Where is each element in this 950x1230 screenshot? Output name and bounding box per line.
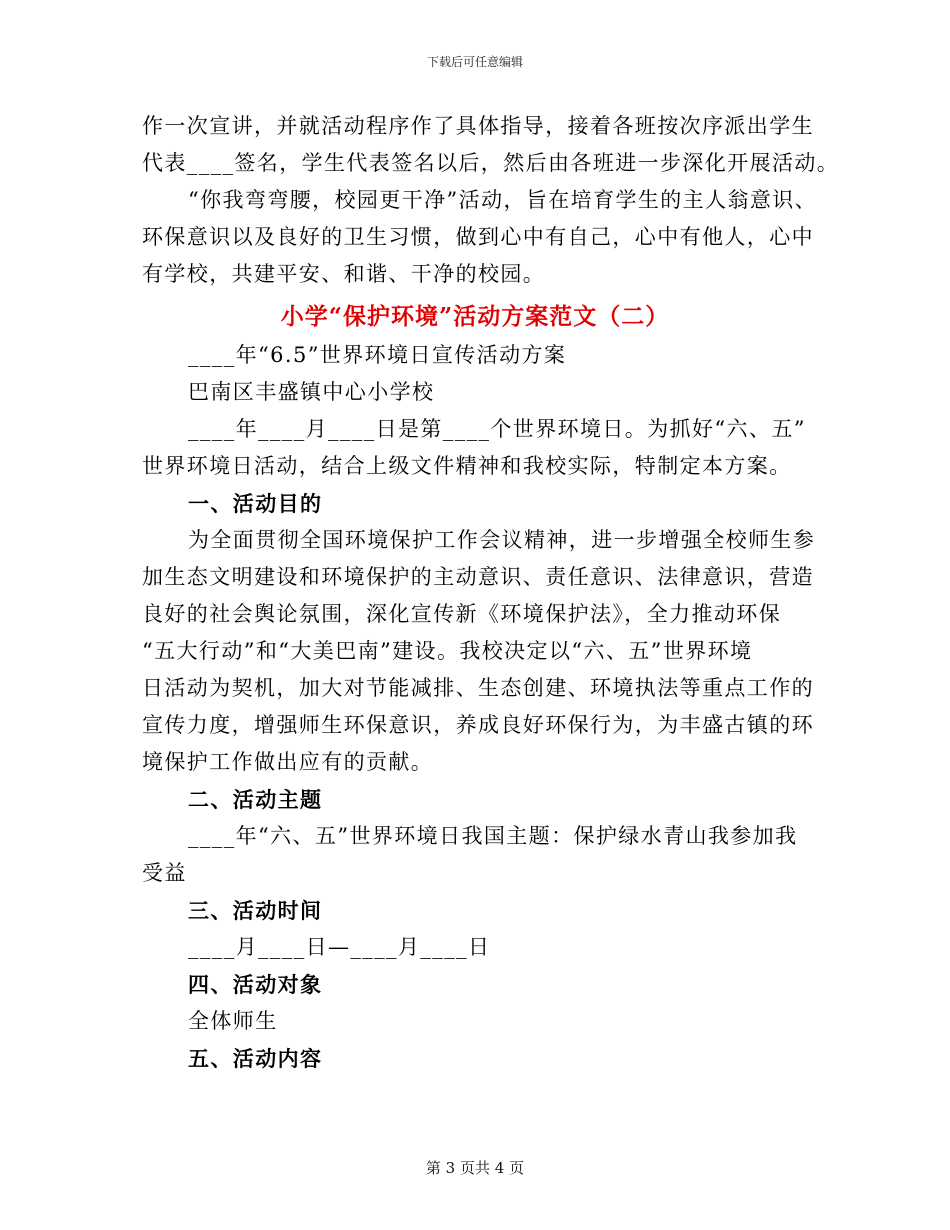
body-line: 宣传力度，增强师生环保意识，养成良好环保行为，为丰盛古镇的环	[142, 713, 814, 737]
body-line: 为全面贯彻全国环境保护工作会议精神，进一步增强全校师生参	[188, 528, 816, 552]
heading-content: 五、活动内容	[188, 1046, 323, 1071]
body-line: 受益	[142, 861, 187, 885]
section-title: 小学“保护环境”活动方案范文（二）	[280, 303, 670, 330]
body-line: ____年“6.5”世界环境日宣传活动方案	[188, 343, 567, 367]
body-line: ____年“六、五”世界环境日我国主题：保护绿水青山我参加我	[188, 824, 798, 848]
page-footer: 第 3 页共 4 页	[425, 1159, 525, 1177]
heading-time: 三、活动时间	[188, 898, 323, 923]
body-line: “五大行动”和“大美巴南”建设。我校决定以“六、五”世界环境	[142, 639, 753, 663]
body-line: 全体师生	[188, 1009, 278, 1033]
body-line: ____年____月____日是第____个世界环境日。为抓好“六、五”	[188, 417, 806, 441]
heading-purpose: 一、活动目的	[188, 491, 323, 516]
body-line: 巴南区丰盛镇中心小学校	[188, 380, 435, 404]
body-line: “你我弯弯腰，校园更干净”活动，旨在培育学生的主人翁意识、	[188, 188, 818, 212]
body-line: 良好的社会舆论氛围，深化宣传新《环境保护法》，全力推动环保	[142, 602, 782, 626]
body-line: 加生态文明建设和环境保护的主动意识、责任意识、法律意识，营造	[142, 565, 814, 589]
heading-target: 四、活动对象	[188, 972, 323, 997]
body-line: 日活动为契机，加大对节能减排、生态创建、环境执法等重点工作的	[142, 676, 814, 700]
body-line: 环保意识以及良好的卫生习惯，做到心中有自己，心中有他人，心中	[142, 225, 814, 249]
page-header: 下载后可任意编辑	[426, 55, 523, 69]
body-line: ____月____日—____月____日	[188, 935, 491, 959]
body-line: 作一次宣讲，并就活动程序作了具体指导，接着各班按次序派出学生	[142, 114, 814, 138]
body-line: 世界环境日活动，结合上级文件精神和我校实际，特制定本方案。	[142, 454, 792, 478]
body-line: 境保护工作做出应有的贡献。	[142, 750, 434, 774]
body-line: 代表____签名，学生代表签名以后，然后由各班进一步深化开展活动。	[142, 151, 840, 175]
heading-theme: 二、活动主题	[188, 787, 323, 812]
body-line: 有学校，共建平安、和谐、干净的校园。	[142, 262, 546, 286]
